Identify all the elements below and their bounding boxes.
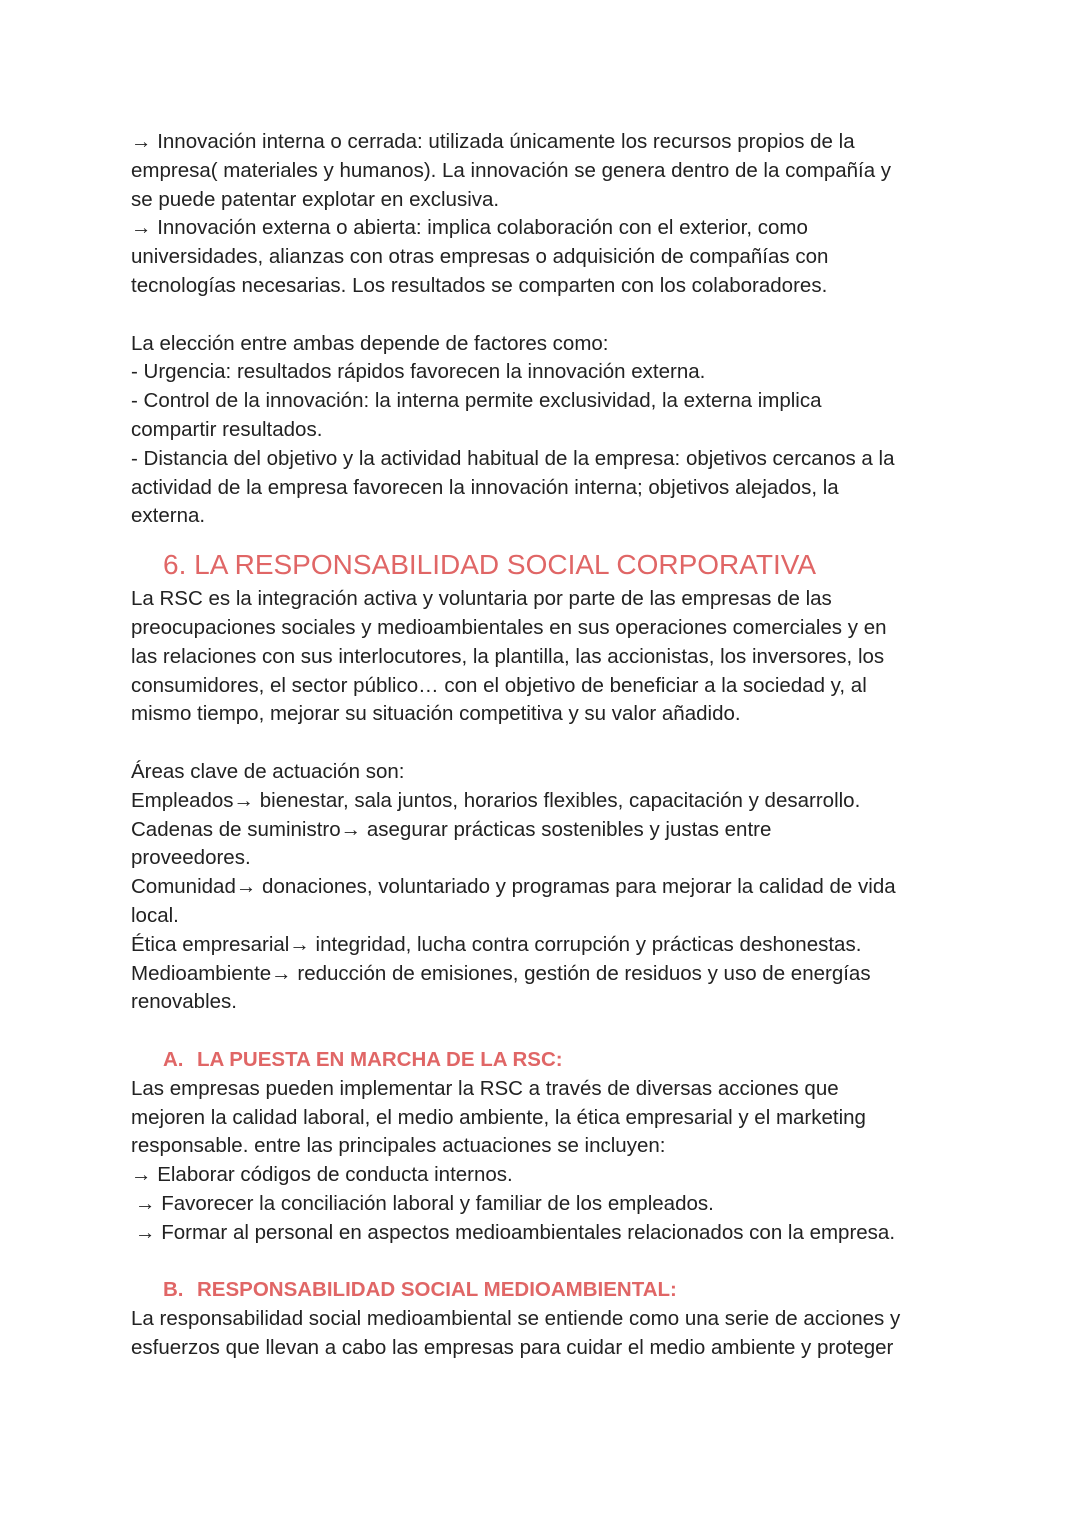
text-line: La elección entre ambas depende de factores como: xyxy=(131,331,609,355)
text-line: preocupaciones sociales y medioambientales en sus operaciones comerciales y en xyxy=(131,615,887,639)
text-line: externa. xyxy=(131,504,206,528)
text-line: → Formar al personal en aspectos medioambientales relacionados con la empresa. xyxy=(135,1220,896,1244)
text-line: universidades, alianzas con otras empresas o adquisición de compañías con xyxy=(131,245,829,269)
paragraph-spacer xyxy=(131,1247,961,1276)
section-6-heading: 6. LA RESPONSABILIDAD SOCIAL CORPORATIVA xyxy=(163,549,817,581)
text-line: - Control de la innovación: la interna permite exclusividad, la externa implica xyxy=(131,389,822,413)
text-line: Áreas clave de actuación son: xyxy=(131,759,405,783)
text-line: mejoren la calidad laboral, el medio ambiente, la ética empresarial y el marketing xyxy=(131,1105,866,1129)
choice-factors-paragraph xyxy=(131,330,961,532)
subsection-b-paragraph xyxy=(131,1305,961,1363)
subsection-a-heading xyxy=(163,1046,961,1075)
text-line: consumidores, el sector público… con el objetivo de beneficiar a la sociedad y, al xyxy=(131,673,867,697)
text-line: Medioambiente→ reducción de emisiones, gestión de residuos y uso de energías xyxy=(131,961,871,985)
text-line: Empleados→ bienestar, sala juntos, horarios flexibles, capacitación y desarrollo. xyxy=(131,788,861,812)
text-line: las relaciones con sus interlocutores, la plantilla, las accionistas, los inversores, los xyxy=(131,644,885,668)
text-line: local. xyxy=(131,903,179,927)
text-line: mismo tiempo, mejorar su situación competitiva y su valor añadido. xyxy=(131,702,741,726)
text-line: tecnologías necesarias. Los resultados se comparten con los colaboradores. xyxy=(131,273,828,297)
text-line: → Elaborar códigos de conducta internos. xyxy=(131,1163,513,1187)
text-line: empresa( materiales y humanos). La innovación se genera dentro de la compañía y xyxy=(131,158,892,182)
text-line: se puede patentar explotar en exclusiva. xyxy=(131,187,500,211)
text-line: renovables. xyxy=(131,990,237,1014)
paragraph-spacer xyxy=(131,301,961,330)
subsection-a-title: LA PUESTA EN MARCHA DE LA RSC: xyxy=(197,1047,563,1071)
key-areas-paragraph xyxy=(131,758,961,1017)
text-line: → Innovación externa o abierta: implica colaboración con el exterior, como xyxy=(131,216,808,240)
subsection-b-heading xyxy=(163,1276,961,1305)
text-line: Ética empresarial→ integridad, lucha contra corrupción y prácticas deshonestas. xyxy=(131,932,862,956)
rsc-definition-paragraph xyxy=(131,585,961,729)
text-line: → Favorecer la conciliación laboral y familiar de los empleados. xyxy=(135,1191,714,1215)
text-line: Cadenas de suministro→ asegurar prácticas sostenibles y justas entre xyxy=(131,817,772,841)
text-line: Comunidad→ donaciones, voluntariado y programas para mejorar la calidad de vida xyxy=(131,875,896,899)
document-page xyxy=(131,128,961,1363)
paragraph-spacer xyxy=(131,729,961,758)
text-line: - Urgencia: resultados rápidos favorecen la innovación externa. xyxy=(131,360,706,384)
text-line: La responsabilidad social medioambiental se entiende como una serie de acciones y xyxy=(131,1307,901,1331)
paragraph-spacer xyxy=(131,1017,961,1046)
text-line: esfuerzos que llevan a cabo las empresas para cuidar el medio ambiente y proteger xyxy=(131,1335,894,1359)
subsection-a-label: A. xyxy=(163,1047,184,1071)
text-line: responsable. entre las principales actuaciones se incluyen: xyxy=(131,1134,666,1158)
subsection-b-title: RESPONSABILIDAD SOCIAL MEDIOAMBIENTAL: xyxy=(197,1278,677,1302)
subsection-b-label: B. xyxy=(163,1278,184,1302)
text-line: La RSC es la integración activa y voluntaria por parte de las empresas de las xyxy=(131,587,832,611)
subsection-a-paragraph xyxy=(131,1075,961,1248)
innovation-types-paragraph xyxy=(131,128,961,301)
text-line: - Distancia del objetivo y la actividad habitual de la empresa: objetivos cercanos a la xyxy=(131,446,895,470)
text-line: proveedores. xyxy=(131,846,251,870)
text-line: → Innovación interna o cerrada: utilizada únicamente los recursos propios de la xyxy=(131,130,855,153)
text-line: actividad de la empresa favorecen la innovación interna; objetivos alejados, la xyxy=(131,475,839,499)
text-line: Las empresas pueden implementar la RSC a través de diversas acciones que xyxy=(131,1076,839,1100)
text-line: compartir resultados. xyxy=(131,417,323,441)
